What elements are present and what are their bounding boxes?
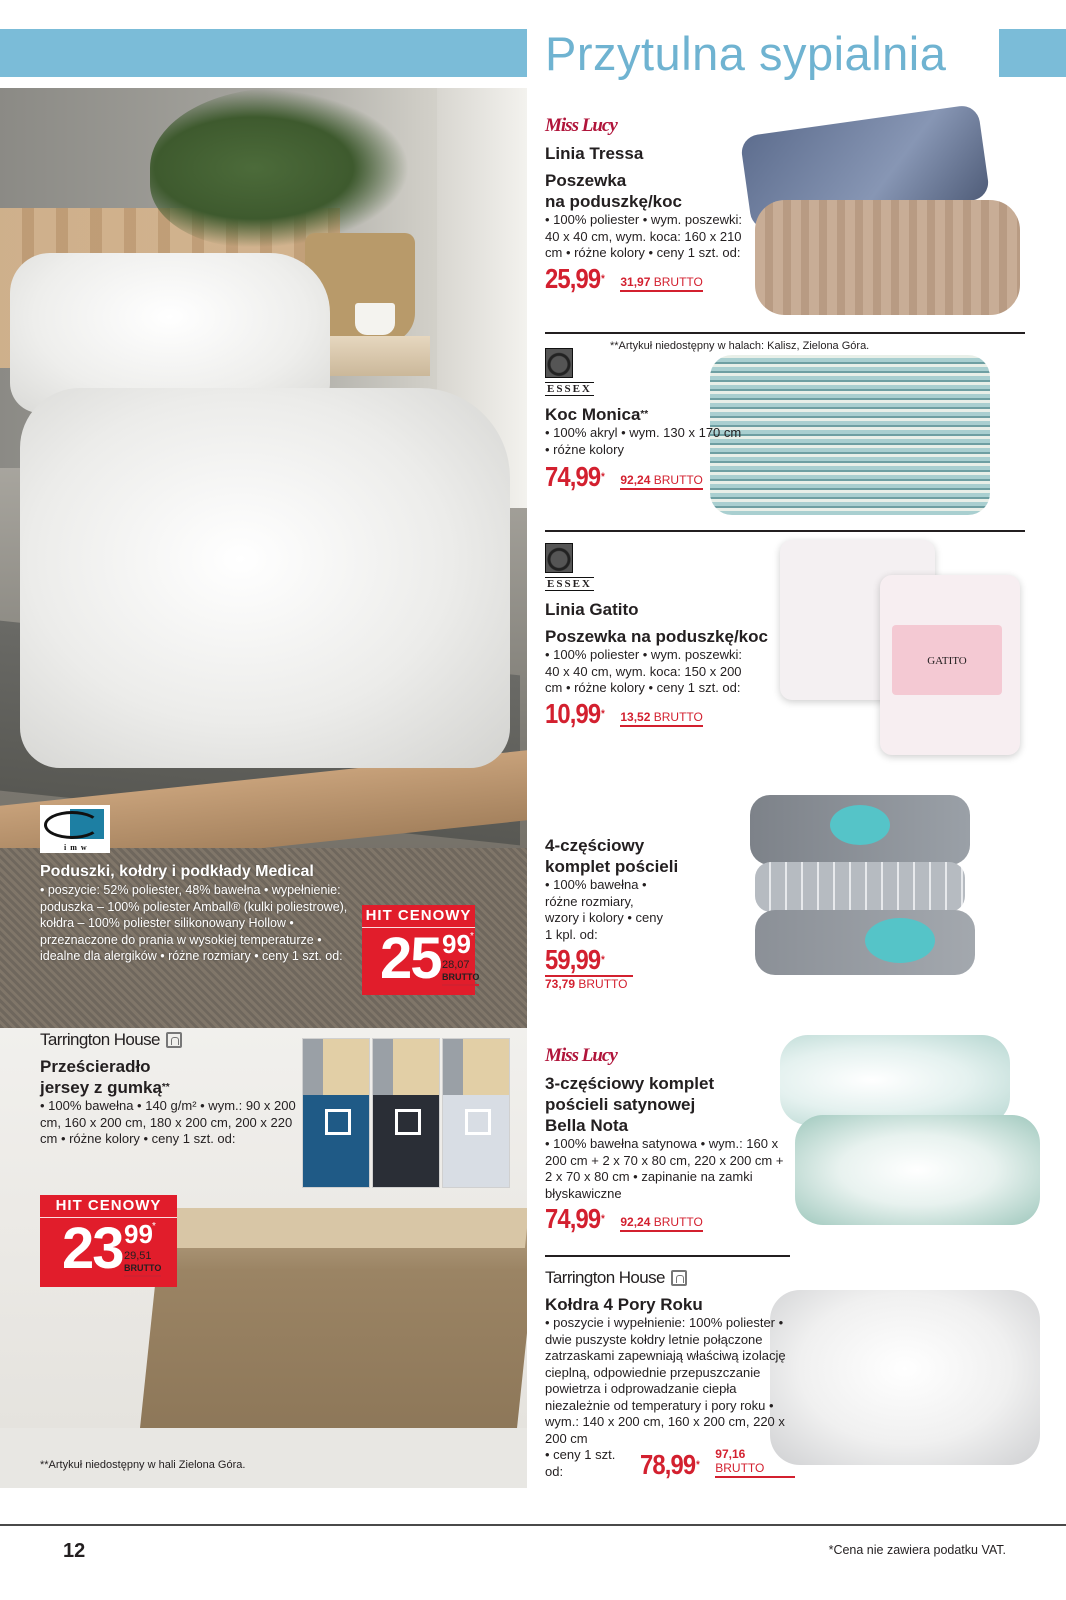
product-subtitle: Linia Gatito <box>545 600 639 619</box>
product-description: • poszycie i wypełnienie: 100% poliester • dwie puszyste kołdry letnie połączone zatrzaskami zapewniają właściwą izolację cieplną, odpowiednie przepuszczanie powietrza i odprowadzanie ciepła niezależnie od temperatury i pory roku • wym.: 140 x 200 cm, 160 x 200 cm, 220 x 200 cm <box>545 1315 786 1446</box>
price-from-label: • ceny 1 szt. od: <box>545 1447 616 1479</box>
section-divider <box>545 530 1025 532</box>
gross-value: 73,79 <box>545 977 576 991</box>
gross-price <box>620 710 703 727</box>
gross-label: BRUTTO <box>653 1215 703 1229</box>
gross-value: 92,24 <box>620 1215 651 1229</box>
imw-brand-logo <box>40 805 110 853</box>
title-line-2: pościeli satynowej <box>545 1095 696 1114</box>
price-value: 78,99 <box>639 1449 696 1480</box>
gross-price <box>620 473 703 490</box>
gross-price <box>442 959 479 986</box>
section-divider <box>545 1255 790 1257</box>
footer-divider <box>0 1524 1066 1526</box>
product-title: Poszewka na poduszkę/koc <box>545 627 768 646</box>
four-seasons-duvet-image <box>770 1290 1040 1465</box>
price-value: 10,99 <box>545 697 601 729</box>
gross-value: 97,16 <box>715 1447 746 1461</box>
plant-decor <box>150 88 410 248</box>
price-row <box>545 699 785 729</box>
gross-label: BRUTTO <box>715 1461 765 1475</box>
gross-price <box>124 1250 161 1277</box>
fitted-sheet-info <box>40 1030 300 1148</box>
price-value: 59,99 <box>545 944 601 975</box>
mattress-sheet-top <box>148 1208 527 1248</box>
price-row <box>545 264 755 294</box>
gross-value: 29,51 <box>124 1250 152 1262</box>
availability-note: **Artykuł niedostępny w halach: Kalisz, Zielona Góra. <box>610 340 870 352</box>
net-price <box>545 945 620 975</box>
tarrington-house-logo <box>40 1030 300 1050</box>
availability-footnote: **Artykuł niedostępny w hali Zielona Góra. <box>40 1459 246 1471</box>
monica-blanket-image <box>710 355 990 515</box>
product-description: • 100% bawełna • różne rozmiary, wzory i kolory • ceny 1 kpl. od: <box>545 877 663 942</box>
imw-logo-text: imw <box>64 843 91 852</box>
net-price <box>545 462 604 492</box>
tarrington-house-logo <box>545 1268 795 1288</box>
brand-name: Tarrington House <box>40 1030 160 1049</box>
product-description: • 100% akryl • wym. 130 x 170 cm • różne kolory <box>545 425 742 457</box>
mug-decor <box>355 303 395 335</box>
bedding-pillow-checked-image <box>755 862 965 912</box>
price-main: 23 <box>62 1216 123 1281</box>
gross-value: 92,24 <box>620 473 651 487</box>
gatito-pack-label: GATITO <box>892 625 1002 695</box>
product-description: • 100% poliester • wym. poszewki: 40 x 40 cm, wym. koca: 160 x 210 cm • różne kolory • ceny 1 szt. od: <box>545 212 742 260</box>
product-description: • 100% bawełna satynowa • wym.: 160 x 200 cm + 2 x 70 x 80 cm, 220 x 200 cm + 2 x 70 x 80 cm • zapinanie na zamki błyskawiczne <box>545 1136 784 1201</box>
price-value: 25,99 <box>545 262 601 294</box>
product-title <box>545 835 765 877</box>
hit-label: HIT CENOWY <box>40 1195 177 1218</box>
price-block <box>545 945 633 992</box>
gross-value: 28,07 <box>442 959 470 971</box>
title-line-1: 4-częściowy <box>545 836 645 855</box>
miss-lucy-logo: Miss Lucy <box>545 115 617 136</box>
bella-nota-duvet-image <box>795 1115 1040 1225</box>
price-value: 74,99 <box>545 461 601 492</box>
page-number: 12 <box>63 1540 86 1562</box>
title-line-1: Poszewka <box>545 171 627 190</box>
gross-label: BRUTTO <box>653 709 703 724</box>
gross-price <box>620 1215 703 1232</box>
product-4pc-bedding <box>545 835 765 993</box>
header-bar-left <box>0 29 527 77</box>
product-description: • poszycie: 52% poliester, 48% bawełna • wypełnienie: poduszka – 100% poliester Amball® (kulki poliestrowe), kołdra – 100% poliester silikonowany Hollow • przeznaczone do prania w wysokiej temperaturze • idealne dla alergików • różne rozmiary • ceny 1 szt. od: <box>40 883 348 963</box>
header-bar-right <box>999 29 1066 77</box>
vat-note: *Cena nie zawiera podatku VAT. <box>828 1543 1006 1557</box>
bedding-duvet-image <box>755 910 975 975</box>
product-4-seasons-duvet <box>545 1268 795 1480</box>
net-price <box>545 1204 604 1234</box>
brand-name: Tarrington House <box>545 1268 665 1287</box>
package-dark <box>372 1038 440 1188</box>
hit-price-badge <box>40 1195 177 1287</box>
product-title <box>545 170 755 212</box>
title-line-2: komplet pościeli <box>545 857 679 876</box>
gross-price <box>545 975 633 992</box>
medical-product-info <box>40 862 360 965</box>
title-line-2: na poduszkę/koc <box>545 192 682 211</box>
gross-label: BRUTTO <box>442 972 480 982</box>
package-light <box>442 1038 510 1188</box>
house-icon <box>166 1032 182 1048</box>
essex-emblem-icon <box>545 348 573 378</box>
hit-price-badge <box>362 905 480 995</box>
product-title <box>545 404 745 425</box>
product-description: • 100% bawełna • 140 g/m² • wym.: 90 x 200 cm, 160 x 200 cm, 180 x 200 cm, 200 x 220 cm • różne kolory • ceny 1 szt. od: <box>40 1098 296 1146</box>
product-koc-monica <box>545 348 745 492</box>
hit-label: HIT CENOWY <box>362 905 475 928</box>
price-asterisk: * <box>601 1213 604 1225</box>
page-title: Przytulna sypialnia <box>545 27 947 80</box>
imw-logo-eye-icon <box>44 811 100 839</box>
price-row <box>545 462 745 492</box>
essex-wordmark: ESSEX <box>547 578 592 590</box>
product-gatito <box>545 543 785 729</box>
price-asterisk: * <box>696 1459 699 1471</box>
title-line-1: Prześcieradło <box>40 1057 151 1076</box>
books-decor <box>330 336 430 376</box>
product-title: Kołdra 4 Pory Roku <box>545 1295 703 1314</box>
price-row <box>545 1204 785 1234</box>
gross-label: BRUTTO <box>124 1263 162 1273</box>
price-asterisk: * <box>601 471 604 483</box>
gross-price <box>620 275 703 292</box>
gross-value: 13,52 <box>620 709 651 724</box>
price-asterisk: * <box>152 1221 156 1232</box>
product-title <box>545 1073 785 1136</box>
net-price <box>640 1450 699 1480</box>
net-price <box>545 264 604 294</box>
product-tressa <box>545 115 755 294</box>
price-asterisk: * <box>601 272 604 285</box>
duvet-image <box>20 388 510 768</box>
price-asterisk: * <box>470 931 474 942</box>
gross-label: BRUTTO <box>578 977 628 991</box>
title-line-3: Bella Nota <box>545 1116 629 1135</box>
price-value: 74,99 <box>545 1203 601 1234</box>
price-row <box>545 1447 795 1480</box>
bella-nota-pillow-image <box>780 1035 1010 1125</box>
product-bella-nota <box>545 1045 785 1234</box>
section-divider <box>545 332 1025 334</box>
net-price <box>545 699 604 729</box>
gross-label: BRUTTO <box>653 473 703 487</box>
product-title <box>40 1056 300 1098</box>
bedding-pillow-top-image <box>750 795 970 865</box>
title-mark: ** <box>640 409 649 420</box>
package-blue <box>302 1038 370 1188</box>
tressa-blanket-image <box>755 200 1020 315</box>
product-subtitle: Linia Tressa <box>545 144 644 163</box>
essex-emblem-icon <box>545 543 573 573</box>
title-mark: ** <box>161 1082 170 1093</box>
title-line-2: jersey z gumką <box>40 1078 162 1097</box>
title-text: Koc Monica <box>545 405 641 424</box>
essex-logo <box>545 543 785 591</box>
gatito-blanket-image <box>880 575 1020 755</box>
gross-value: 31,97 <box>620 274 651 289</box>
price-cents: 99 <box>442 929 471 959</box>
essex-wordmark: ESSEX <box>547 383 592 395</box>
product-description: • 100% poliester • wym. poszewki: 40 x 40 cm, wym. koca: 150 x 200 cm • różne kolory • ceny 1 szt. od: <box>545 647 742 695</box>
price-asterisk: * <box>601 954 604 966</box>
title-line-1: 3-częściowy komplet <box>545 1074 715 1093</box>
price-main: 25 <box>380 926 441 991</box>
bed-base <box>0 1428 527 1488</box>
miss-lucy-logo: Miss Lucy <box>545 1045 617 1066</box>
house-icon <box>671 1270 687 1286</box>
gross-price <box>715 1447 795 1478</box>
essex-logo <box>545 348 745 396</box>
gross-label: BRUTTO <box>653 274 703 289</box>
product-title: Poduszki, kołdry i podkłady Medical <box>40 863 314 880</box>
price-asterisk: * <box>601 707 604 720</box>
price-cents: 99 <box>124 1219 153 1249</box>
